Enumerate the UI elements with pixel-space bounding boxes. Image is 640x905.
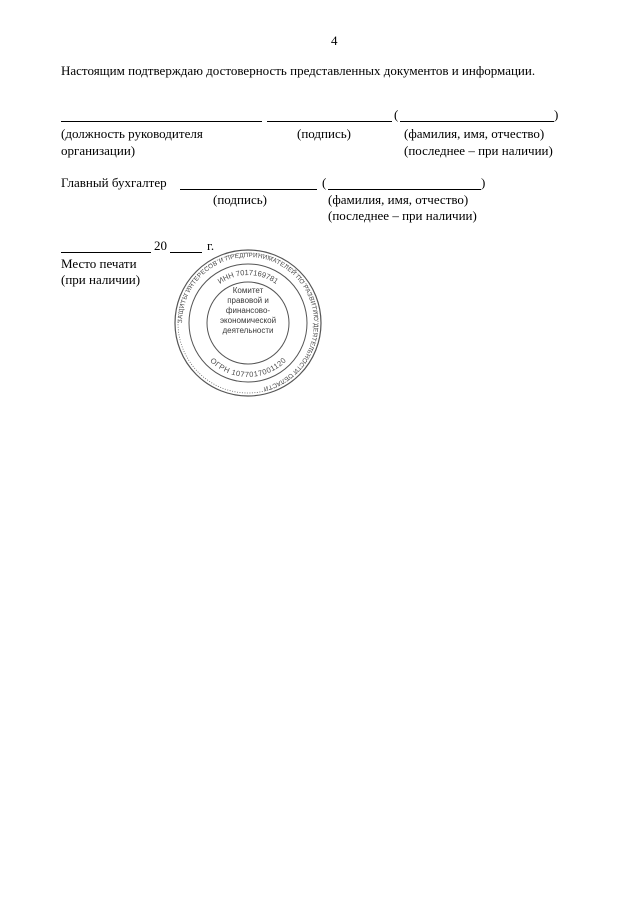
- stamp-center-line: финансово-: [225, 306, 271, 315]
- seal-place-label-2: (при наличии): [61, 272, 141, 287]
- stamp-center-text: [211, 286, 285, 336]
- accountant-fio-label-2: (последнее – при наличии): [328, 208, 477, 223]
- accountant-fio-line: [328, 189, 481, 190]
- stamp-ring-text-top: ИНН 7017169781: [216, 267, 281, 286]
- accountant-fio-label: (фамилия, имя, отчество): [328, 192, 469, 207]
- confirmation-text: Настоящим подтверждаю достоверность представленных документов и информации.: [61, 63, 536, 78]
- head-fio-label: (фамилия, имя, отчество): [404, 126, 545, 141]
- accountant-signature-line: [180, 189, 317, 190]
- accountant-title: Главный бухгалтер: [61, 175, 167, 190]
- head-fio-close-paren: ): [554, 107, 559, 122]
- head-position-line: [61, 121, 262, 122]
- head-fio-label-2: (последнее – при наличии): [404, 143, 553, 158]
- stamp-center-line: экономической: [219, 316, 277, 325]
- stamp-outer-ring-text: ЗАЩИТЫ ИНТЕРЕСОВ И ПРЕДПРИНИМАТЕЛЕЙ ПО РАЗВИТИЮ ДЕЯТЕЛЬНОСТИ ОБЛАСТИ: [176, 251, 320, 393]
- date-day-month-line: [61, 252, 151, 253]
- head-signature-line: [267, 121, 392, 122]
- accountant-fio-close-paren: ): [481, 175, 486, 190]
- head-signature-label: (подпись): [297, 126, 351, 141]
- head-position-label-2: организации): [61, 143, 136, 158]
- seal-place-label: Место печати: [61, 256, 137, 271]
- stamp-center-line: Комитет: [232, 286, 264, 295]
- accountant-signature-label: (подпись): [213, 192, 267, 207]
- organization-stamp: [173, 248, 323, 398]
- date-year-suffix: г.: [207, 238, 215, 253]
- accountant-fio-open-paren: (: [322, 175, 327, 190]
- stamp-center-line: правовой и: [227, 296, 269, 305]
- date-year-prefix: 20: [154, 238, 167, 253]
- svg-text:ИНН 7017169781: [216, 268, 280, 286]
- stamp-ring-text-bottom: ОГРН 1077017001120: [208, 355, 288, 380]
- head-fio-line: [400, 121, 554, 122]
- head-position-label: (должность руководителя: [61, 126, 203, 141]
- head-fio-open-paren: (: [394, 107, 399, 122]
- page-number: 4: [331, 33, 338, 48]
- stamp-center-line: деятельности: [222, 326, 274, 335]
